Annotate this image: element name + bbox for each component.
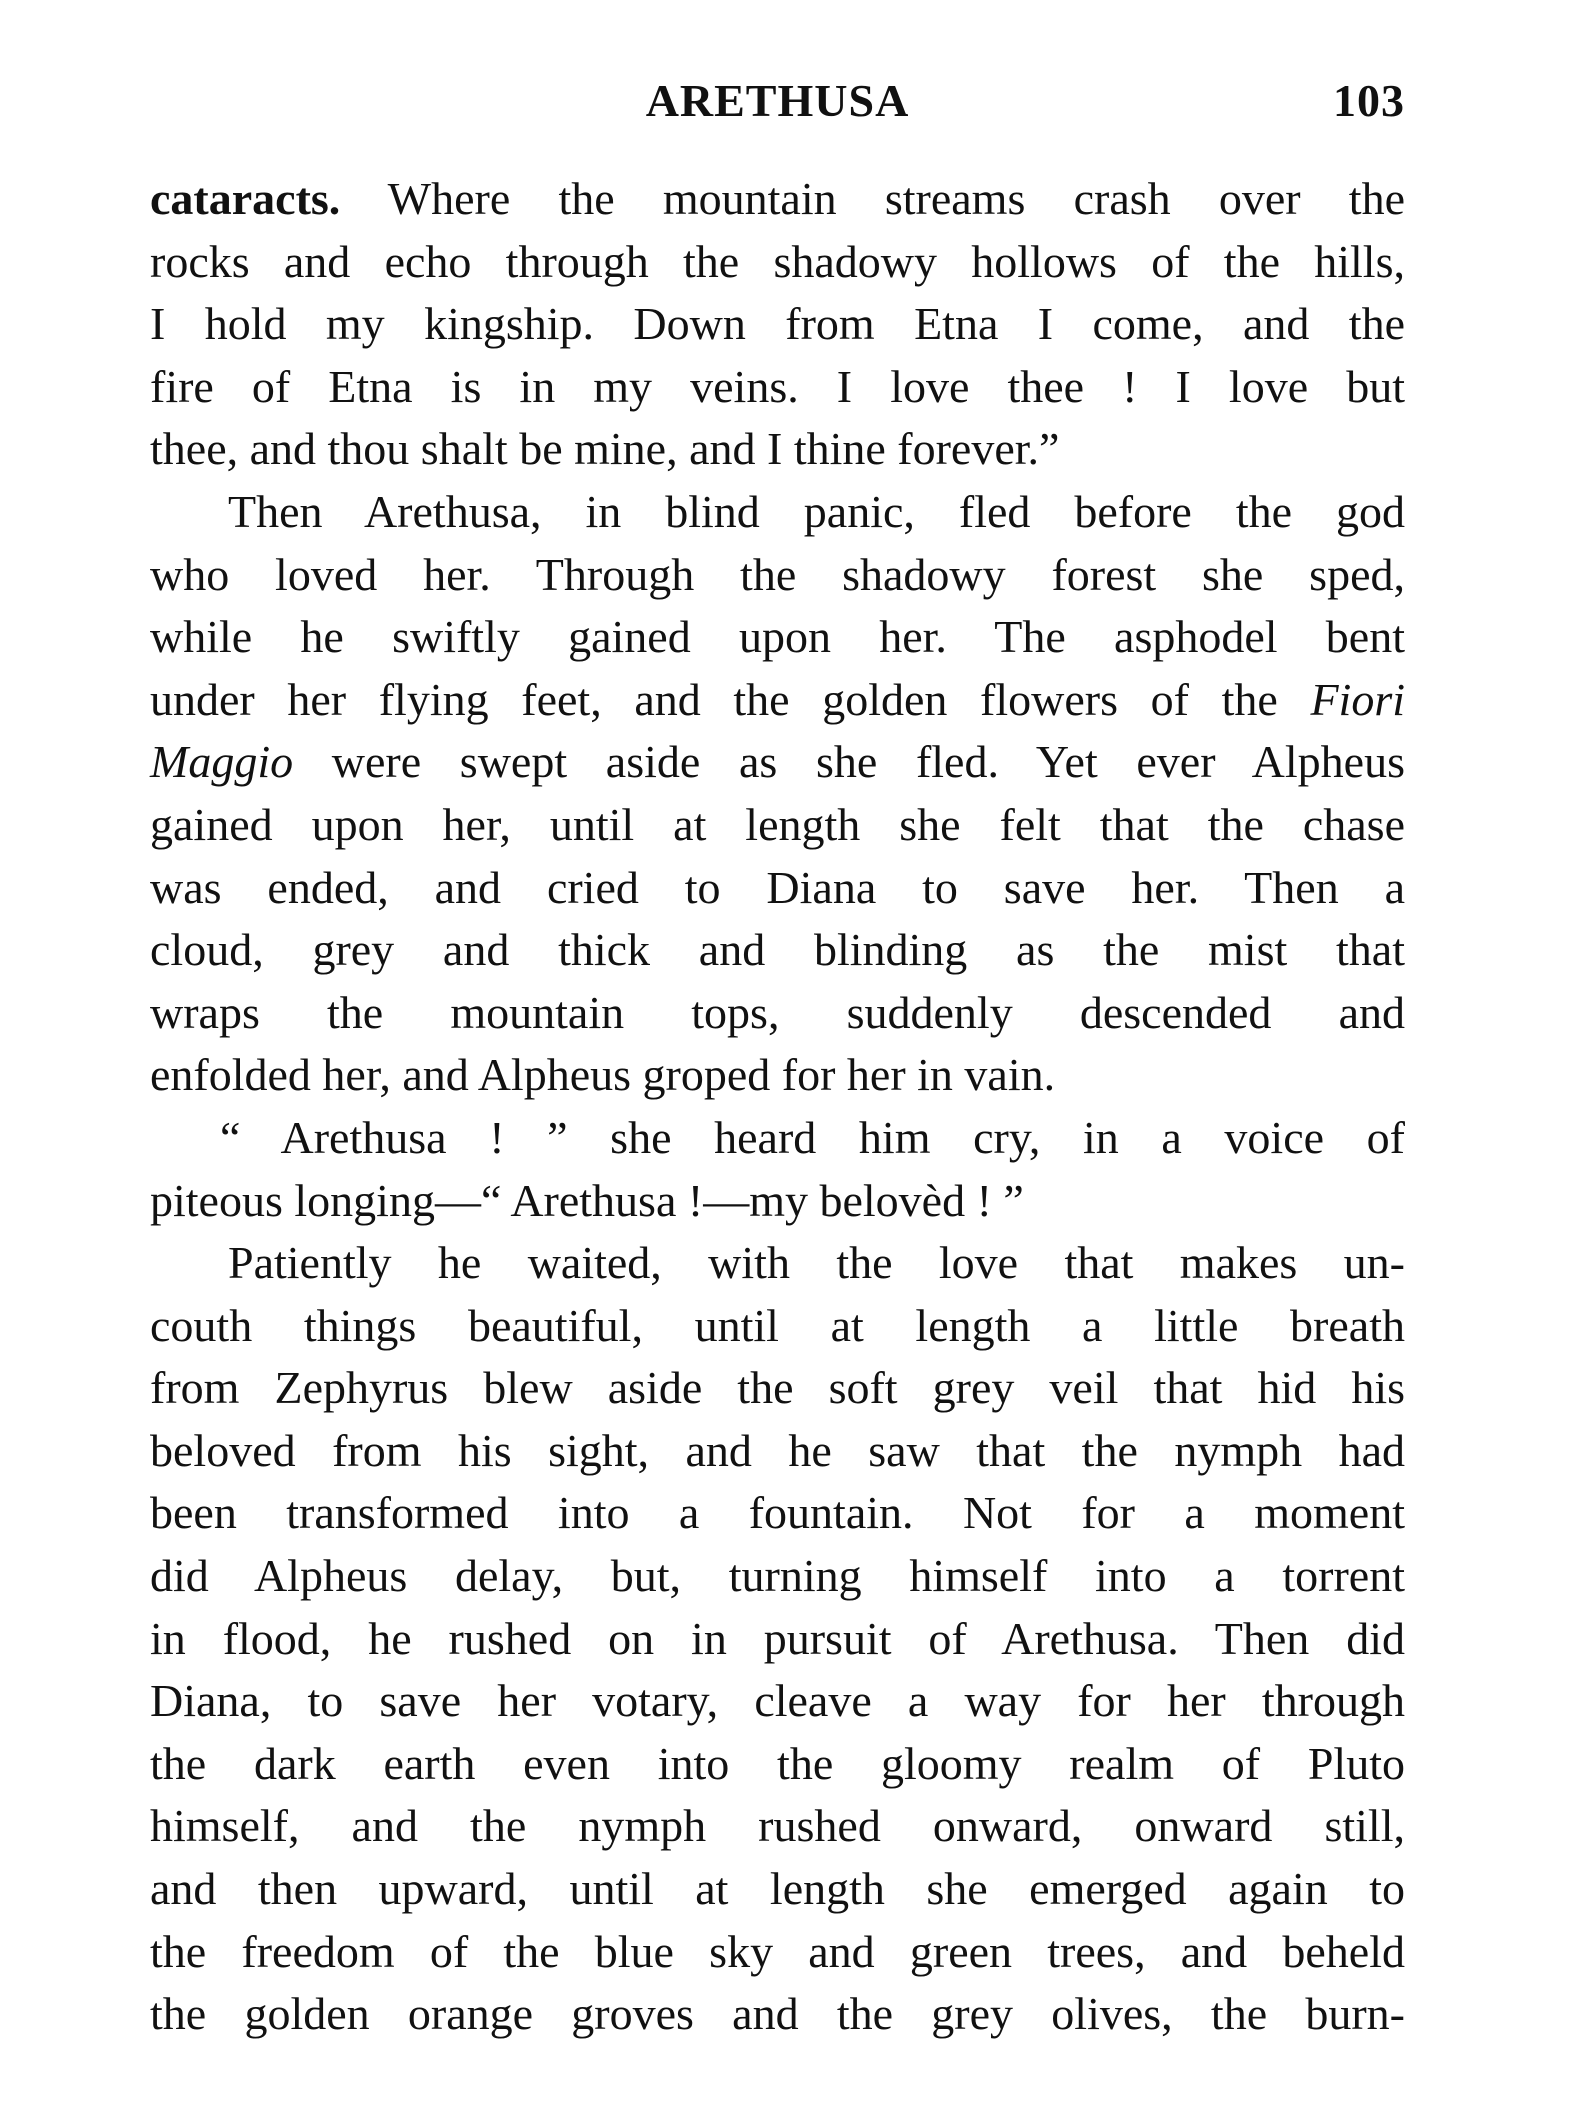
text-line: thee, and thou shalt be mine, and I thine forever.”	[150, 423, 1060, 475]
text-line: the freedom of the blue sky and green trees, and beheld	[150, 1925, 1405, 1977]
text-line: did Alpheus delay, but, turning himself into a torrent	[150, 1550, 1405, 1602]
text-line	[150, 669, 1405, 732]
text-segment: under her flying feet, and the golden flowers of the	[150, 673, 1311, 725]
body-text	[150, 168, 1405, 2046]
text-line: been transformed into a fountain. Not for a moment	[150, 1487, 1405, 1539]
running-head	[150, 74, 1405, 144]
italic-word: Fiori	[1310, 673, 1405, 725]
text-line	[150, 168, 1405, 231]
text-segment: Where the mountain streams crash over the	[340, 173, 1405, 224]
text-line: while he swiftly gained upon her. The asphodel bent	[150, 611, 1405, 663]
text-line: was ended, and cried to Diana to save her. Then a	[150, 861, 1405, 913]
bold-word: cataracts.	[150, 173, 341, 224]
text-line	[150, 731, 1405, 794]
text-line: Diana, to save her votary, cleave a way for her through	[150, 1675, 1405, 1727]
text-line: in flood, he rushed on in pursuit of Arethusa. Then did	[150, 1612, 1405, 1664]
text-line: who loved her. Through the shadowy forest she sped,	[150, 548, 1405, 600]
text-line: and then upward, until at length she emerged again to	[150, 1863, 1405, 1915]
paragraph-first-line: Then Arethusa, in blind panic, fled before the god	[228, 485, 1405, 537]
paragraph-first-line: Patiently he waited, with the love that makes un-	[228, 1237, 1405, 1289]
page-number: 103	[1333, 75, 1405, 126]
text-line: piteous longing—“ Arethusa !—my belovèd ! ”	[150, 1174, 1024, 1226]
text-line: rocks and echo through the shadowy hollows of the hills,	[150, 235, 1405, 287]
italic-word: Maggio	[150, 736, 294, 788]
text-line: wraps the mountain tops, suddenly descended and	[150, 986, 1405, 1038]
text-line: couth things beautiful, until at length a little breath	[150, 1299, 1405, 1351]
text-line: beloved from his sight, and he saw that the nymph had	[150, 1424, 1405, 1476]
text-line: cloud, grey and thick and blinding as the mist that	[150, 924, 1405, 976]
text-line: enfolded her, and Alpheus groped for her in vain.	[150, 1049, 1056, 1101]
text-line: himself, and the nymph rushed onward, onward still,	[150, 1800, 1405, 1852]
text-line: the dark earth even into the gloomy realm of Pluto	[150, 1737, 1405, 1789]
paragraph-first-line: “ Arethusa ! ” she heard him cry, in a voice of	[220, 1111, 1405, 1163]
running-title: ARETHUSA	[645, 75, 910, 126]
text-line: the golden orange groves and the grey olives, the burn-	[150, 1988, 1405, 2040]
text-segment: were swept aside as she fled. Yet ever Alpheus	[293, 736, 1405, 788]
text-line: I hold my kingship. Down from Etna I come, and the	[150, 298, 1405, 350]
text-line: from Zephyrus blew aside the soft grey veil that hid his	[150, 1362, 1405, 1414]
text-line: gained upon her, until at length she felt that the chase	[150, 798, 1405, 850]
text-line: fire of Etna is in my veins. I love thee ! I love but	[150, 360, 1405, 412]
